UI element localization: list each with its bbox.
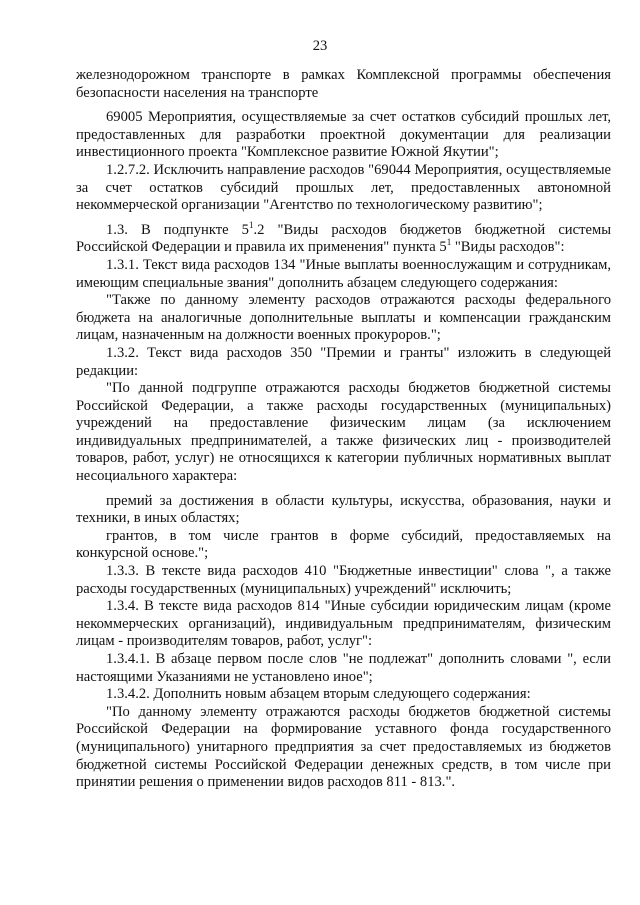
paragraph-12: 1.3.4. В тексте вида расходов 814 "Иные субсидии юридическим лицам (кроме некоммерческих организаций), индивидуальным предпринимателям, физическим лицам - производителям товаров, работ, услуг": [76,598,611,650]
paragraph-4-part2: .2 "Виды расходов бюджетов бюджетной системы Российской Федерации и правила их применения" пункта 5 [76,221,611,256]
paragraph-4-part1: 1.3. В подпункте 5 [106,221,249,238]
paragraph-14: 1.3.4.2. Дополнить новым абзацем вторым следующего содержания: [106,686,531,703]
paragraph-4-part3: "Виды расходов": [451,239,565,256]
paragraph-10: грантов, в том числе грантов в форме субсидий, предоставляемых на конкурсной основе."; [76,527,611,562]
paragraph-9: премий за достижения в области культуры, искусства, образования, науки и техники, в иных областях; [76,492,611,527]
paragraph-7: 1.3.2. Текст вида расходов 350 "Премии и гранты" изложить в следующей редакции: [76,344,611,379]
paragraph-2: 69005 Мероприятия, осуществляемые за счет остатков субсидий прошлых лет, предоставленных для разработки проектной документации для реализации инвестиционного проекта "Комплексное развитие Южной Якутии"; [76,109,611,161]
paragraph-8: "По данной подгруппе отражаются расходы бюджетов бюджетной системы Российской Федерации, а также расходы государственных (муниципальных) учреждений на предоставление физическим лицам (за исключением индивидуальных предпринимателей, а также физических лиц - производителей товаров, работ, услуг) не относящихся к категории публичных нормативных выплат несоциального характера: [76,380,611,485]
document-body [76,67,611,792]
paragraph-13: 1.3.4.1. В абзаце первом после слов "не подлежат" дополнить словами ", если настоящими Указаниями не установлено иное"; [76,651,611,685]
paragraph-1: железнодорожном транспорте в рамках Комплексной программы обеспечения безопасности населения на транспорте [76,67,611,101]
paragraph-11: 1.3.3. В тексте вида расходов 410 "Бюджетные инвестиции" слова ", а также расходы государственных (муниципальных) учреждений" исключить; [76,563,611,597]
paragraph-5: 1.3.1. Текст вида расходов 134 "Иные выплаты военнослужащим и сотрудникам, имеющим специальные звания" дополнить абзацем следующего содержания: [76,256,611,291]
paragraph-4 [76,219,611,257]
paragraph-4-sup2: 1 [446,237,452,248]
paragraph-4-sup1: 1 [248,219,254,230]
paragraph-3: 1.2.7.2. Исключить направление расходов "69044 Мероприятия, осуществляемые за счет остатков субсидий прошлых лет, предоставленных автономной некоммерческой организации "Агентство по технологическому развитию"; [76,161,611,214]
paragraph-6: "Также по данному элементу расходов отражаются расходы федерального бюджета на аналогичные дополнительные выплаты и компенсации гражданским лицам, назначенным на должности военных прокуроров."; [76,292,611,344]
page-number: 23 [312,38,328,54]
paragraph-15: "По данному элементу отражаются расходы бюджетов бюджетной системы Российской Федерации на формирование уставного фонда государственного (муниципального) унитарного предприятия за счет предоставляемых из бюджетов бюджетной системы Российской Федерации денежных средств, в том числе при принятии решения о применении видов расходов 811 - 813.". [76,703,611,791]
